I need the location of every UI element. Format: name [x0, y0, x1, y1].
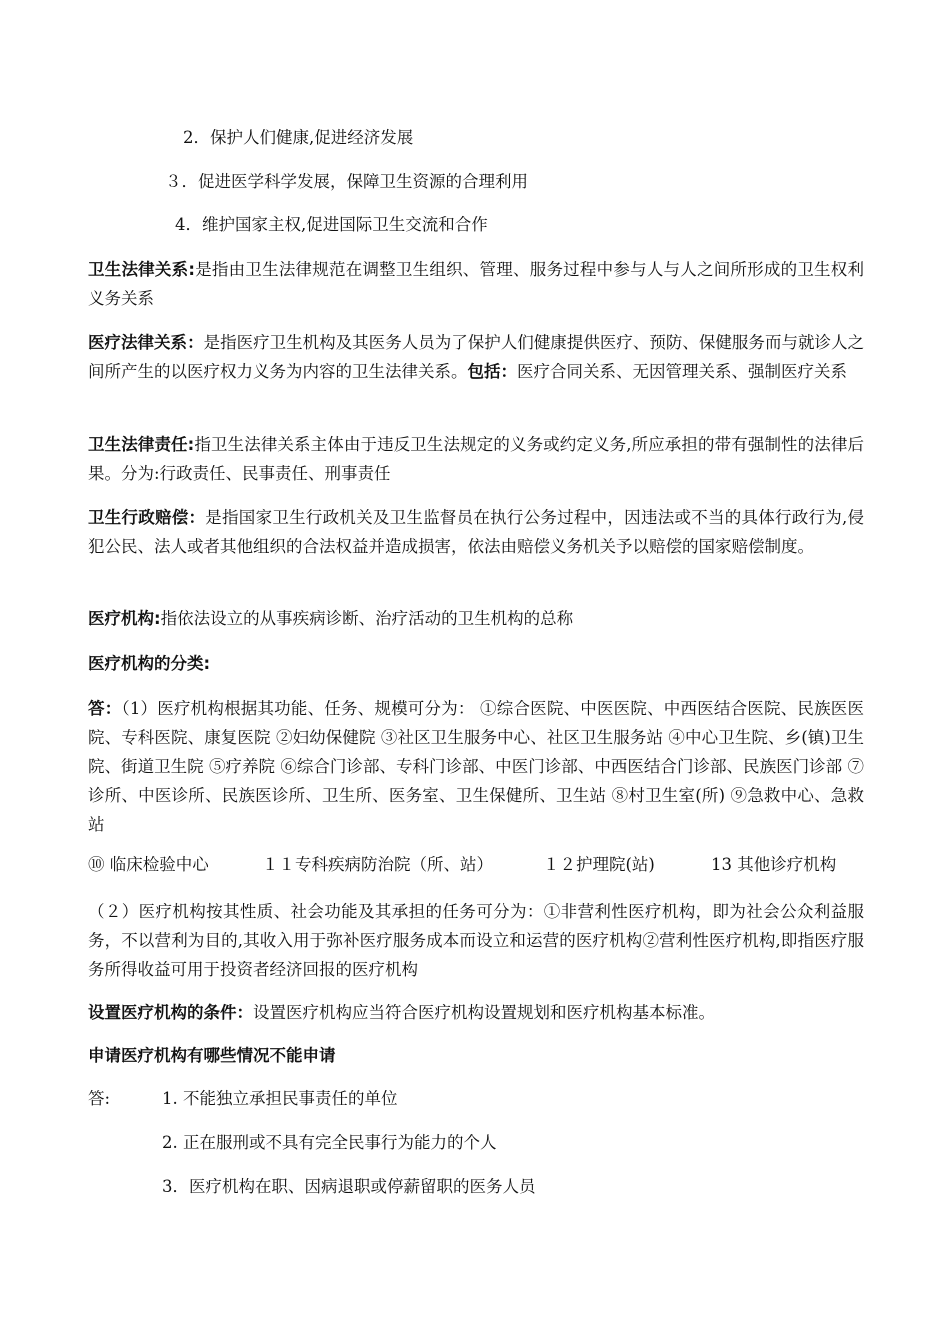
- term-health-admin-compensation: 卫生行政赔偿：: [88, 508, 206, 527]
- term-health-legal-relation: 卫生法律关系:: [88, 260, 195, 279]
- include-label: 包括：: [467, 362, 517, 381]
- classification-extra-12: １２护理院(站): [543, 855, 655, 874]
- health-legal-relation-paragraph: [88, 255, 864, 313]
- include-text: 医疗合同关系、无因管理关系、强制医疗关系: [517, 362, 847, 381]
- answer-label-application: 答:: [88, 1089, 111, 1108]
- application-item-2: 2. 正在服刑或不具有完全民事行为能力的个人: [162, 1133, 497, 1152]
- classification-part1-paragraph: [88, 694, 864, 839]
- term-medical-institution: 医疗机构:: [88, 609, 161, 628]
- definition-health-legal-liability: 指卫生法律关系主体由于违反卫生法规定的义务或约定义务,所应承担的带有强制性的法律后果。分为:行政责任、民事责任、刑事责任: [88, 435, 864, 483]
- medical-institution-paragraph: [88, 604, 864, 633]
- medical-legal-relation-paragraph: [88, 328, 864, 386]
- intro-item-4: 4．维护国家主权,促进国际卫生交流和合作: [175, 215, 488, 234]
- setup-conditions-paragraph: [88, 998, 864, 1027]
- definition-medical-legal-relation: 是指医疗卫生机构及其医务人员为了保护人们健康提供医疗、预防、保健服务而与就诊人之间所产生的以医疗权力义务为内容的卫生法律关系。: [88, 333, 865, 381]
- answer-label-classification: 答：: [88, 699, 122, 718]
- classification-extra-11: １１专科疾病防治院（所、站）: [262, 855, 493, 874]
- intro-item-3: ３．促进医学科学发展，保障卫生资源的合理利用: [165, 172, 528, 191]
- health-admin-compensation-paragraph: [88, 503, 864, 561]
- intro-item-2: 2．保护人们健康,促进经济发展: [183, 128, 414, 147]
- definition-setup-conditions: 设置医疗机构应当符合医疗机构设置规划和医疗机构基本标准。: [253, 1003, 715, 1022]
- classification-part2-paragraph: （２）医疗机构按其性质、社会功能及其承担的任务可分为：①非营利性医疗机构，即为社会公众利益服务，不以营利为目的,其收入用于弥补医疗服务成本而设立和运营的医疗机构②营利性医疗机构,即指医疗服务所得收益可用于投资者经济回报的医疗机构: [88, 902, 864, 979]
- term-medical-legal-relation: 医疗法律关系：: [88, 333, 204, 352]
- definition-health-legal-relation: 是指由卫生法律规范在调整卫生组织、管理、服务过程中参与人与人之间所形成的卫生权利义务关系: [88, 260, 865, 308]
- definition-medical-institution: 指依法设立的从事疾病诊断、治疗活动的卫生机构的总称: [160, 609, 574, 628]
- term-setup-conditions: 设置医疗机构的条件：: [88, 1003, 253, 1022]
- application-item-1: 1. 不能独立承担民事责任的单位: [162, 1089, 398, 1108]
- application-item-3: 3．医疗机构在职、因病退职或停薪留职的医务人员: [162, 1177, 536, 1196]
- classification-part1-text: （1）医疗机构根据其功能、任务、规模可分为： ①综合医院、中医医院、中西医结合医院、民族医医院、专科医院、康复医院 ②妇幼保健院 ③社区卫生服务中心、社区卫生服务站 ④中心卫生院、乡(镇)卫生院、街道卫生院 ⑤疗养院 ⑥综合门诊部、专科门诊部、中医门诊部、中西医结合门诊部、民族医门诊部 ⑦诊所、中医诊所、民族医诊所、卫生所、医务室、卫生保健所、卫生站 ⑧村卫生室(所) ⑨急救中心、急救站: [88, 699, 864, 834]
- classification-extra-10: ⑩ 临床检验中心: [88, 855, 209, 874]
- application-heading: 申请医疗机构有哪些情况不能申请: [88, 1046, 336, 1065]
- classification-extra-13: 13 其他诊疗机构: [711, 855, 837, 874]
- classification-heading: 医疗机构的分类:: [88, 654, 211, 673]
- term-health-legal-liability: 卫生法律责任:: [88, 435, 195, 454]
- health-legal-liability-paragraph: [88, 430, 864, 488]
- definition-health-admin-compensation: 是指国家卫生行政机关及卫生监督员在执行公务过程中，因违法或不当的具体行政行为,侵犯公民、法人或者其他组织的合法权益并造成损害，依法由赔偿义务机关予以赔偿的国家赔偿制度。: [88, 508, 865, 556]
